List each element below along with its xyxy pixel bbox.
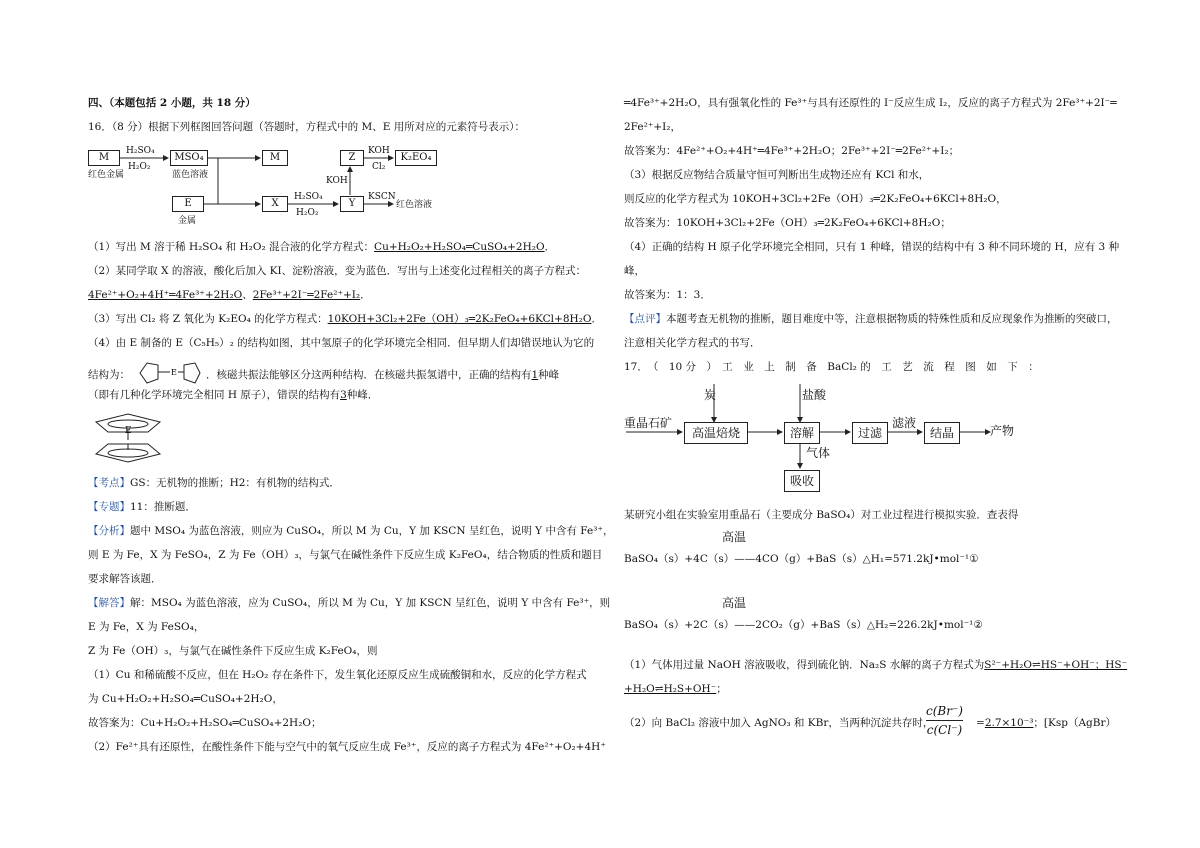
mso4-note: 蓝色溶液 bbox=[172, 170, 209, 180]
fenxi-3: 要求解答该题． bbox=[88, 573, 162, 585]
ferrocene-e-label: E bbox=[125, 426, 132, 436]
jieda-5: 为 Cu+H₂O₂+H₂SO₄═CuSO₄+2H₂O， bbox=[88, 693, 283, 705]
q17-stem: 17． （ 10 分 ） 工 业 上 制 备 BaCl₂ 的 工 艺 流 程 图 如 下 ： bbox=[624, 361, 1039, 373]
filtrate-label: 滤液 bbox=[892, 416, 917, 430]
zhuanti: 【专题】11：推断题． bbox=[88, 501, 196, 513]
r1-bot: H₂O₂ bbox=[128, 162, 151, 172]
q17-1-answer-b: +H₂O⇌H₂S+OH⁻ bbox=[624, 683, 717, 695]
ratio-fraction bbox=[926, 702, 963, 739]
fraction-denominator: c(Cl⁻) bbox=[926, 720, 963, 739]
jieda-4: （1）Cu 和稀硫酸不反应，但在 H₂O₂ 存在条件下，发生氧化还原反应生成硫酸铜和水，反应的化学方程式 bbox=[88, 669, 587, 681]
q16-stem: 16．（8 分）根据下列框图回答问题（答题时，方程式中的 M、E 用所对应的元素符号表示）： bbox=[88, 121, 525, 133]
equation-1: BaSO₄（s）+4C（s）——4CO（g）+BaS（s）△H₁=571.2kJ•mol⁻¹① bbox=[624, 553, 979, 565]
e-note: 金属 bbox=[178, 216, 197, 226]
q16-3: （3）写出 Cl₂ 将 Z 氧化为 K₂EO₄ 的化学方程式：10KOH+3Cl₂+2Fe（OH）₃═2K₂FeO₄+6KCl+8H₂O． bbox=[88, 313, 602, 325]
r-line-7: （4）正确的结构 H 原子化学环境完全相同，只有 1 种峰，错误的结构中有 3 种不同环境的 H，应有 3 种 bbox=[624, 241, 1120, 253]
wrong-structure-drawing bbox=[132, 355, 202, 389]
r2-bot: H₂O₂ bbox=[296, 208, 319, 218]
roast-box: 高温焙烧 bbox=[684, 422, 748, 444]
r-line-2: 2Fe²⁺+I₂， bbox=[624, 121, 682, 133]
r-line-9: 故答案为：1：3． bbox=[624, 289, 711, 301]
crystal-box: 结晶 bbox=[924, 422, 960, 444]
box-mso4: MSO₄ bbox=[170, 150, 208, 166]
box-e: E bbox=[172, 196, 204, 212]
hcl-label: 盐酸 bbox=[802, 388, 827, 402]
cond-1: 高温 bbox=[722, 530, 747, 544]
gas-label: 气体 bbox=[806, 446, 831, 460]
fraction-numerator: c(Br⁻) bbox=[926, 704, 963, 718]
q16-4b-answer: 1 bbox=[531, 369, 539, 381]
jieda-3: Z 为 Fe（OH）₃，与氯气在碱性条件下反应生成 K₂FeO₄，则 bbox=[88, 645, 378, 657]
fenxi-1: 【分析】题中 MSO₄ 为蓝色溶液，则应为 CuSO₄，所以 M 为 Cu，Y 加 KSCN 呈红色，说明 Y 中含有 Fe³⁺， bbox=[88, 525, 614, 537]
q16-2: （2）某同学取 X 的溶液，酸化后加入 KI、淀粉溶液，变为蓝色．写出与上述变化过程相关的离子方程式： bbox=[88, 265, 587, 277]
r-line-3: 故答案为：4Fe²⁺+O₂+4H⁺═4Fe³⁺+2H₂O；2Fe³⁺+2I⁻═2Fe²⁺+I₂； bbox=[624, 145, 960, 157]
q16-2-answer-a: 4Fe²⁺+O₂+4H⁺═4Fe³⁺+2H₂O bbox=[88, 289, 243, 301]
m-note: 红色金属 bbox=[88, 170, 125, 180]
section-title: 四、（本题包括 2 小题，共 18 分） bbox=[88, 97, 256, 109]
q17-2: （2）向 BaCl₂ 溶液中加入 AgNO₃ 和 KBr，当两种沉淀共存时， bbox=[624, 717, 934, 729]
box-z: Z bbox=[340, 150, 364, 166]
r-line-6: 故答案为：10KOH+3Cl₂+2Fe（OH）₃═2K₂FeO₄+6KCl+8H₂O； bbox=[624, 217, 951, 229]
box-m2: M bbox=[262, 150, 288, 166]
q16-1-answer: Cu+H₂O₂+H₂SO₄═CuSO₄+2H₂O bbox=[374, 241, 545, 253]
q17-1b: +H₂O⇌H₂S+OH⁻； bbox=[624, 683, 727, 695]
box-x: X bbox=[262, 196, 288, 212]
jieda-6: 故答案为：Cu+H₂O₂+H₂SO₄═CuSO₄+2H₂O； bbox=[88, 717, 322, 729]
q16-3-answer: 10KOH+3Cl₂+2Fe（OH）₃═2K₂FeO₄+6KCl+8H₂O bbox=[327, 313, 592, 325]
r1-top: H₂SO₄ bbox=[126, 146, 155, 156]
red-solution-label: 红色溶液 bbox=[396, 200, 433, 210]
q16-4a: （4）由 E 制备的 E（C₅H₅）₂ 的结构如图，其中氢原子的化学环境完全相同．但早期人们却错误地认为它的 bbox=[88, 337, 595, 349]
box-k2eo4: K₂EO₄ bbox=[395, 150, 437, 166]
q17-2-tail: =2.7×10⁻³；[Ksp（AgBr） bbox=[976, 717, 1117, 729]
jieda-1: 【解答】解：MSO₄ 为蓝色溶液，应为 CuSO₄，所以 M 为 Cu，Y 加 KSCN 呈红色，说明 Y 中含有 Fe³⁺，则 bbox=[88, 597, 611, 609]
dianping-2: 注意相关化学方程式的书写． bbox=[624, 337, 761, 349]
jieda-7: （2）Fe²⁺具有还原性，在酸性条件下能与空气中的氧气反应生成 Fe³⁺，反应的离子方程式为 4Fe²⁺+O₂+4H⁺ bbox=[88, 741, 606, 753]
r-line-5: 则反应的化学方程式为 10KOH+3Cl₂+2Fe（OH）₃═2K₂FeO₄+6KCl+8H₂O， bbox=[624, 193, 1007, 205]
kaodian: 【考点】GS：无机物的推断；H2：有机物的结构式． bbox=[88, 477, 340, 489]
q16-4b: 结构为： ．核磁共振法能够区分这两种结构．在核磁共振氢谱中，正确的结构有1种峰 bbox=[88, 369, 560, 381]
ferrocene-structure bbox=[88, 410, 168, 466]
q16-4c: （即有几种化学环境完全相同 H 原子），错误的结构有3种峰． bbox=[88, 389, 379, 401]
koh-cl2-top: KOH bbox=[368, 146, 390, 156]
q17-2-answer: 2.7×10⁻³ bbox=[984, 717, 1034, 729]
r2-top: H₂SO₄ bbox=[294, 192, 323, 202]
carbon-label: 炭 bbox=[704, 388, 717, 402]
cond-2: 高温 bbox=[722, 596, 747, 610]
r-line-4: （3）根据反应物结合质量守恒可判断出生成物还应有 KCl 和水， bbox=[624, 169, 930, 181]
q16-2-answer-b: 2Fe³⁺+2I⁻═2Fe²⁺+I₂ bbox=[252, 289, 361, 301]
q17-intro: 某研究小组在实验室用重晶石（主要成分 BaSO₄）对工业过程进行模拟实验．查表得 bbox=[624, 509, 1019, 521]
q17-1-answer-a: S²⁻+H₂O⇌HS⁻+OH⁻；HS⁻ bbox=[984, 659, 1128, 671]
kscn-label: KSCN bbox=[368, 192, 396, 202]
product-label: 产物 bbox=[990, 424, 1015, 438]
jieda-2: E 为 Fe，X 为 FeSO₄， bbox=[88, 621, 205, 633]
absorb-box: 吸收 bbox=[784, 470, 820, 492]
box-m: M bbox=[88, 150, 120, 166]
q17-flow-diagram bbox=[624, 382, 1044, 494]
q16-1: （1）写出 M 溶于稀 H₂SO₄ 和 H₂O₂ 混合液的化学方程式：Cu+H₂O₂+H₂SO₄═CuSO₄+2H₂O． bbox=[88, 241, 556, 253]
r-line-1: ═4Fe³⁺+2H₂O，具有强氧化性的 Fe³⁺与具有还原性的 I⁻反应生成 I₂，反应的离子方程式为 2Fe³⁺+2I⁻═ bbox=[624, 97, 1117, 109]
q17-1: （1）气体用过量 NaOH 溶液吸收，得到硫化钠．Na₂S 水解的离子方程式为S²⁻+H₂O⇌HS⁻+OH⁻；HS⁻ bbox=[624, 659, 1128, 671]
equation-2: BaSO₄（s）+2C（s）——2CO₂（g）+BaS（s）△H₂=226.2kJ•mol⁻¹② bbox=[624, 619, 983, 631]
dianping-1: 【点评】本题考查无机物的推断，题目难度中等，注意根据物质的特殊性质和反应现象作为推断的突破口， bbox=[624, 313, 1118, 325]
dissolve-box: 溶解 bbox=[784, 422, 820, 444]
q16-2-answers: 4Fe²⁺+O₂+4H⁺═4Fe³⁺+2H₂O、2Fe³⁺+2I⁻═2Fe²⁺+I₂． bbox=[88, 289, 371, 301]
barite-label: 重晶石矿 bbox=[624, 416, 673, 430]
r-line-8: 峰， bbox=[624, 265, 645, 277]
box-y: Y bbox=[340, 196, 364, 212]
q16-flow-diagram bbox=[88, 140, 508, 235]
filter-box: 过滤 bbox=[852, 422, 888, 444]
koh-cl2-bot: Cl₂ bbox=[372, 162, 386, 172]
fenxi-2: 则 E 为 Fe，X 为 FeSO₄，Z 为 Fe（OH）₃，与氯气在碱性条件下反应生成 K₂FeO₄，结合物质的性质和题目 bbox=[88, 549, 603, 561]
koh-label: KOH bbox=[326, 176, 348, 186]
q16-4c-answer: 3 bbox=[340, 389, 347, 401]
svg-text:E: E bbox=[171, 368, 177, 377]
